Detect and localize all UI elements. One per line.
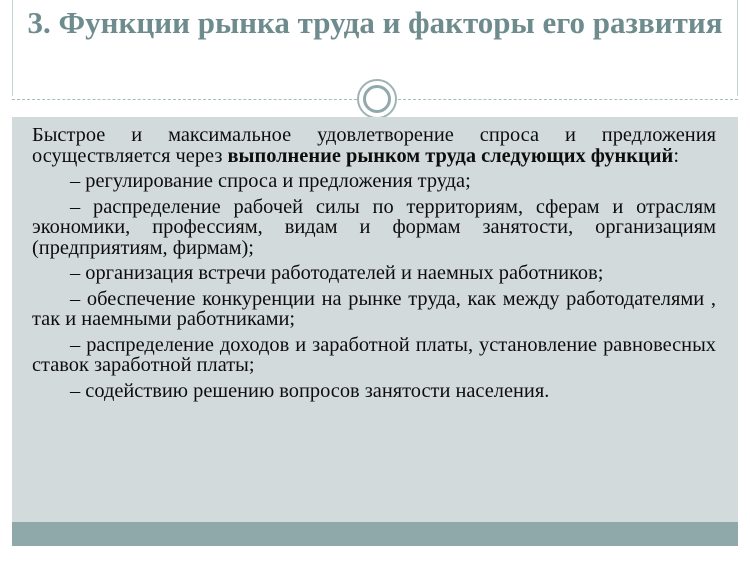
- function-item: – организация встречи работодателей и наемных работников;: [70, 262, 604, 284]
- function-item: – регулирование спроса и предложения труда;: [70, 170, 471, 192]
- divider-line-left: [12, 99, 357, 100]
- function-item: – обеспечение конкуренции на рынке труда, как между работодателями , так и наемными работниками;: [32, 287, 716, 330]
- divider-line-right: [398, 99, 738, 100]
- function-item: – содействию решению вопросов занятости населения.: [70, 379, 550, 402]
- intro-text-bold: выполнение рынком труда следующих функций: [227, 144, 674, 167]
- circle-ornament-icon: [357, 79, 397, 119]
- body-text: [32, 125, 716, 406]
- intro-text-end: :: [673, 144, 679, 167]
- function-item: – распределение доходов и заработной платы, установление равновесных ставок заработной платы;: [32, 333, 716, 376]
- function-item: – распределение рабочей силы по территориям, сферам и отраслям экономики, профессиям, видам и формам занятости, организациям (предприятиям, фирмам);: [32, 195, 716, 259]
- intro-text-start: Быстрое и максимальное удовлетворение спроса и предложения осуществляется через: [32, 124, 716, 167]
- bottom-bar: [12, 522, 738, 546]
- circle-ornament-inner: [363, 85, 391, 113]
- content-panel: [12, 117, 738, 522]
- intro-paragraph: [32, 125, 716, 166]
- slide-title: 3. Функции рынка труда и факторы его развития: [27, 5, 723, 40]
